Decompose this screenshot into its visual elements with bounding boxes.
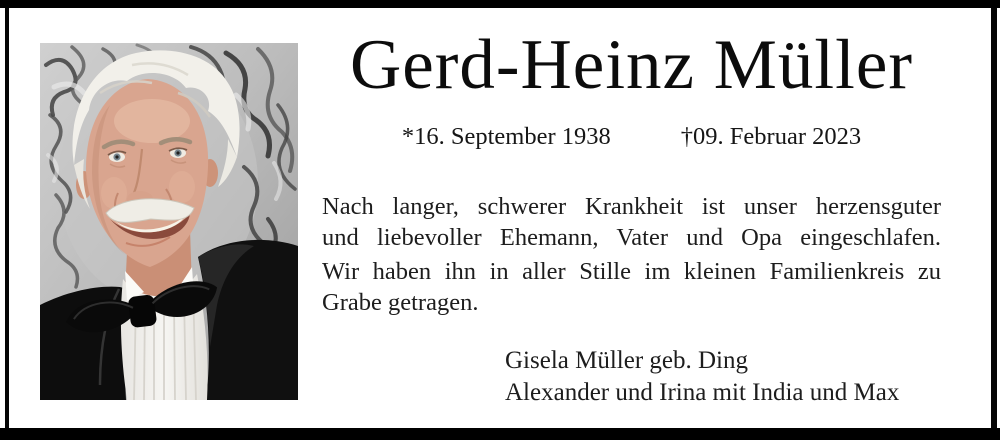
obituary-text-line: Grabe getragen. — [322, 289, 479, 316]
life-dates — [322, 123, 941, 151]
obituary-text-line: und liebevoller Ehemann, Vater und Opa eingeschlafen. — [322, 224, 941, 251]
obituary-text-line: Wir haben ihn in aller Stille im kleinen Familienkreis zu — [322, 258, 941, 285]
deceased-name: Gerd-Heinz Müller — [349, 26, 914, 104]
mourner-line: Alexander und Irina mit India und Max — [505, 379, 900, 406]
obituary-text-line: Nach langer, schwerer Krankheit ist unser herzensguter — [322, 193, 941, 220]
mourner-line: Gisela Müller geb. Ding — [505, 347, 749, 374]
frame-left-border — [5, 8, 9, 428]
frame-bottom-border — [0, 428, 1000, 440]
portrait-illustration — [40, 43, 298, 400]
portrait-photo — [40, 43, 298, 400]
obituary-text — [322, 191, 941, 318]
death-date: †09. Februar 2023 — [680, 123, 862, 150]
frame-right-border — [991, 8, 997, 428]
birth-date: *16. September 1938 — [401, 123, 611, 150]
mourners-list — [505, 345, 899, 409]
frame-top-border — [0, 0, 1000, 8]
